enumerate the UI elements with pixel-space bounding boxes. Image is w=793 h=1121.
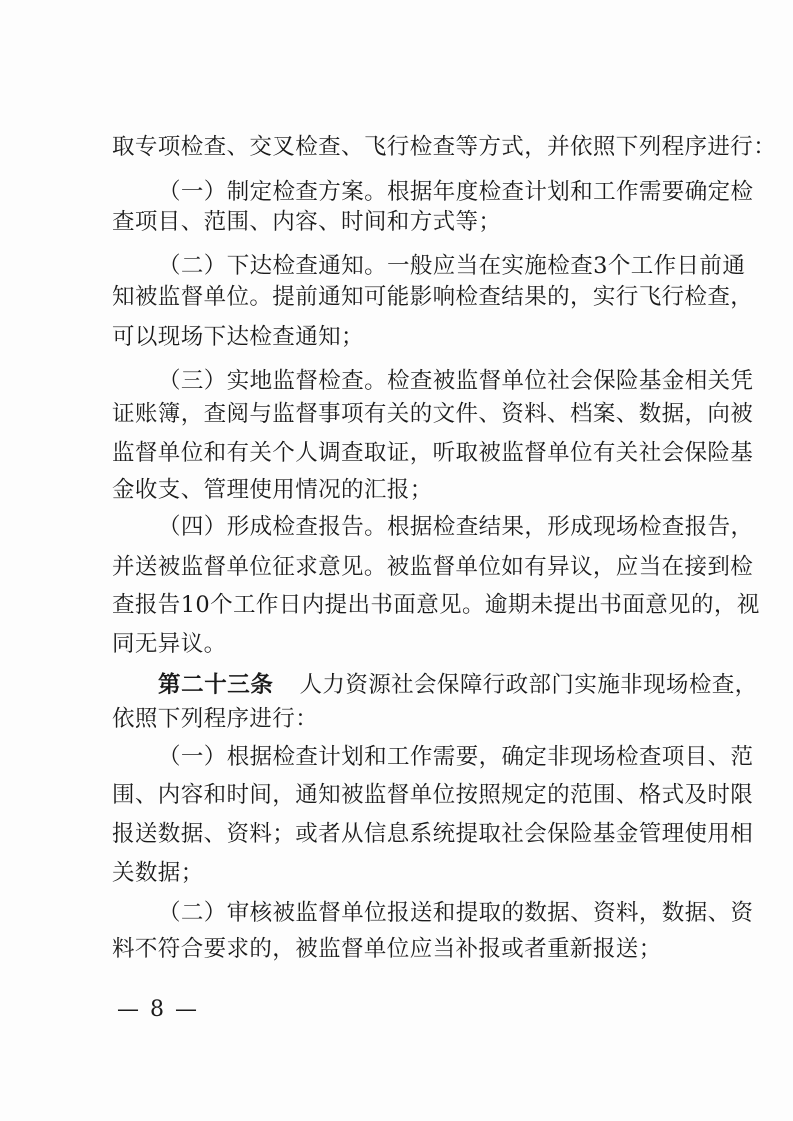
article-number: 第二十三条 xyxy=(158,672,274,698)
text-line: 依照下列程序进行： xyxy=(112,706,319,732)
text-line: 查报告10个工作日内提出书面意见。逾期未提出书面意见的，视 xyxy=(112,592,760,618)
text-line: 关数据； xyxy=(112,860,204,886)
text-line: （三）实地监督检查。检查被监督单位社会保险基金相关凭 xyxy=(158,368,754,394)
text-line: 监督单位和有关个人调查取证，听取被监督单位有关社会保险基 xyxy=(112,440,754,466)
text-line: （二）审核被监督单位报送和提取的数据、资料，数据、资 xyxy=(158,900,754,926)
text-line: 围、内容和时间，通知被监督单位按照规定的范围、格式及时限 xyxy=(112,782,754,808)
text-line: 知被监督单位。提前通知可能影响检查结果的，实行飞行检查， xyxy=(112,284,754,310)
text-line: 并送被监督单位征求意见。被监督单位如有异议，应当在接到检 xyxy=(112,554,754,580)
page-number: — 8 — xyxy=(117,997,199,1022)
text-line: 证账簿，查阅与监督事项有关的文件、资料、档案、数据，向被 xyxy=(112,401,754,427)
text-line: （一）制定检查方案。根据年度检查计划和工作需要确定检 xyxy=(158,179,754,205)
text-line: （一）根据检查计划和工作需要，确定非现场检查项目、范 xyxy=(158,744,754,770)
article-paragraph xyxy=(158,669,758,701)
text-line: 同无异议。 xyxy=(112,631,227,657)
text-line: （四）形成检查报告。根据检查结果，形成现场检查报告， xyxy=(158,514,754,540)
text-line: 报送数据、资料；或者从信息系统提取社会保险基金管理使用相 xyxy=(112,821,754,847)
text-line: 料不符合要求的，被监督单位应当补报或者重新报送； xyxy=(112,936,662,962)
text-line: 取专项检查、交叉检查、飞行检查等方式，并依照下列程序进行： xyxy=(112,134,777,160)
text-line: 人力资源社会保障行政部门实施非现场检查， xyxy=(299,672,758,698)
text-line: （二）下达检查通知。一般应当在实施检查3个工作日前通 xyxy=(158,253,746,279)
text-line: 可以现场下达检查通知； xyxy=(112,324,364,350)
text-line: 查项目、范围、内容、时间和方式等； xyxy=(112,209,502,235)
text-line: 金收支、管理使用情况的汇报； xyxy=(112,477,433,503)
